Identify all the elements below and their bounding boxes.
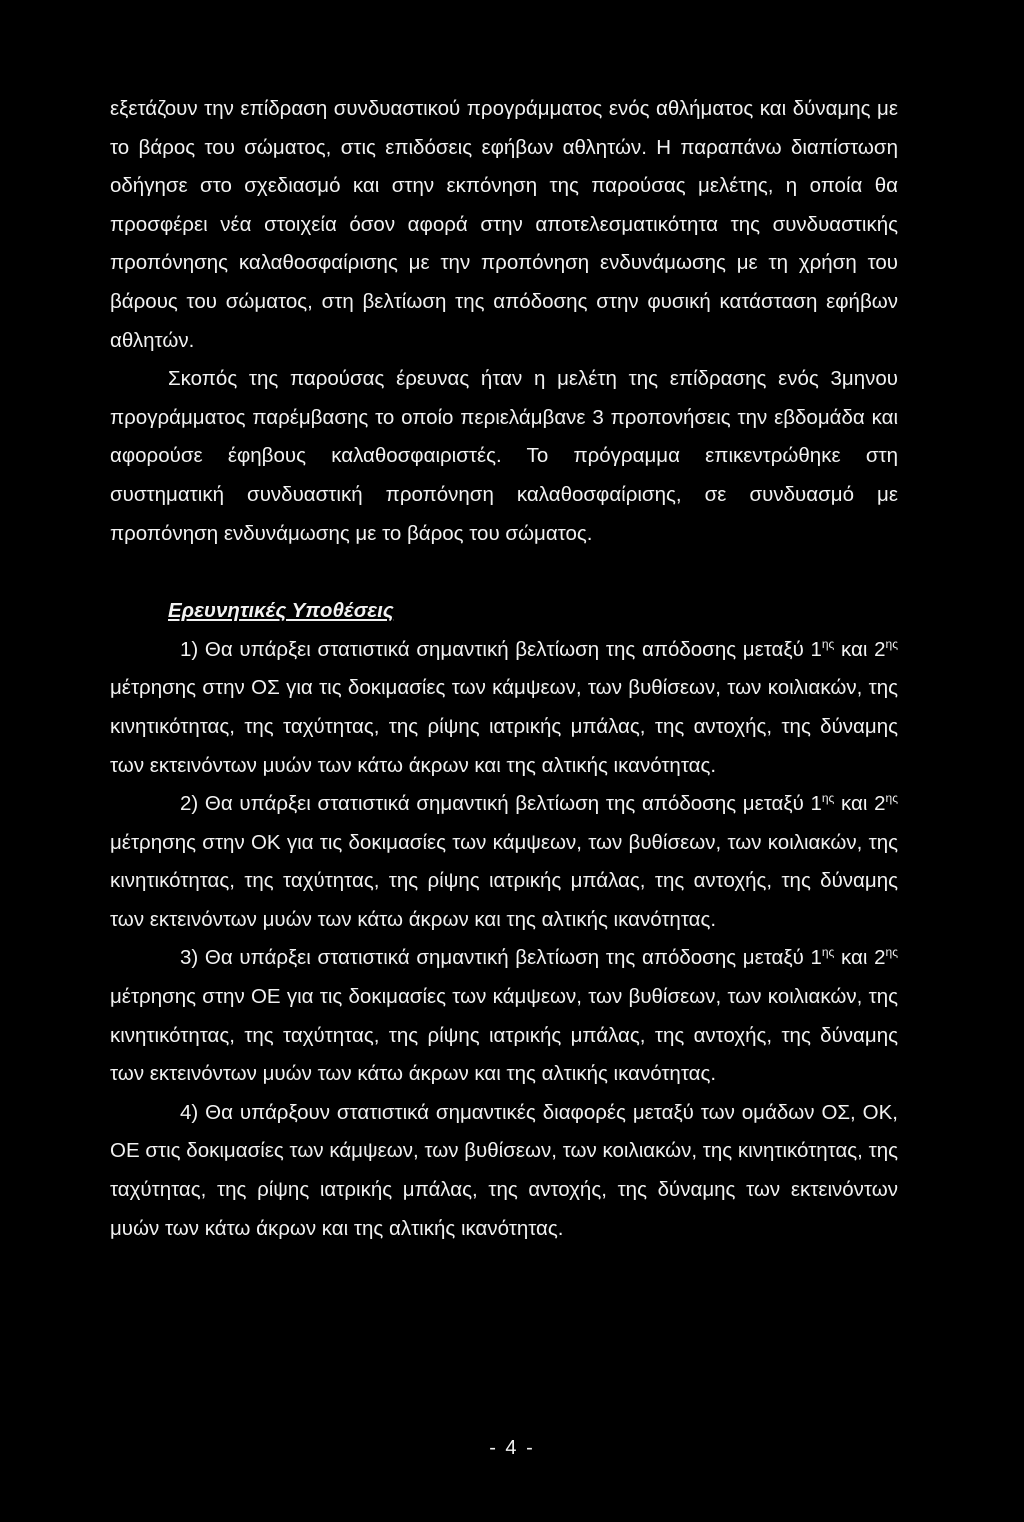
section-heading: Ερευνητικές Υποθέσεις: [168, 599, 394, 623]
hypothesis-3: [110, 939, 898, 1093]
hypothesis-3-end: μέτρησης στην ΟΕ για τις δοκιμασίες των κάμψεων, των βυθίσεων, των κοιλιακών, της κινητικότητας, της ταχύτητας, της ρίψης ιατρικής μπάλας, της αντοχής, της δύναμης των εκτεινόντων μυών των κάτω άκρων και της αλτικής ικανότητας.: [110, 985, 898, 1086]
hypothesis-3-start: 3) Θα υπάρξει στατιστικά σημαντική βελτίωση της απόδοσης μεταξύ 1: [180, 946, 822, 970]
hypothesis-2-middle: και 2: [834, 792, 886, 816]
hypothesis-2: [110, 785, 898, 939]
hypothesis-1-sup-1: ης: [821, 636, 835, 651]
paragraph-intro: εξετάζουν την επίδραση συνδυαστικού προγράμματος ενός αθλήματος και δύναμης με το βάρος του σώματος, στις επιδόσεις εφήβων αθλητών. Η παραπάνω διαπίστωση οδήγησε στο σχεδιασμό και στην εκπόνηση της παρούσας μελέτης, η οποία θα προσφέρει νέα στοιχεία όσον αφορά στην αποτελεσματικότητα της συνδυαστικής προπόνησης καλαθοσφαίρισης με την προπόνηση ενδυνάμωσης με τη χρήση του βάρους του σώματος, στη βελτίωση της απόδοσης στην φυσική κατάσταση εφήβων αθλητών.: [110, 97, 898, 352]
hypothesis-1-middle: και 2: [834, 637, 886, 661]
hypothesis-4: 4) Θα υπάρξουν στατιστικά σημαντικές διαφορές μεταξύ των ομάδων ΟΣ, ΟΚ, ΟΕ στις δοκιμασίες των κάμψεων, των βυθίσεων, των κοιλιακών, της κινητικότητας, της ταχύτητας, της ρίψης ιατρικής μπάλας, της αντοχής, της δύναμης των εκτεινόντων μυών των κάτω άκρων και της αλτικής ικανότητας.: [110, 1100, 898, 1240]
hypothesis-3-sup-2: ης: [885, 945, 898, 960]
hypothesis-1-sup-2: ης: [885, 636, 898, 651]
hypothesis-2-sup-1: ης: [821, 791, 835, 806]
hypothesis-1-end: μέτρησης στην ΟΣ για τις δοκιμασίες των κάμψεων, των βυθίσεων, των κοιλιακών, της κινητικότητας, της ταχύτητας, της ρίψης ιατρικής μπάλας, της αντοχής, της δύναμης των εκτεινόντων μυών των κάτω άκρων και της αλτικής ικανότητας.: [110, 676, 898, 777]
document-body: [110, 90, 898, 1248]
hypothesis-3-sup-1: ης: [821, 945, 835, 960]
hypothesis-1: [110, 631, 898, 785]
paragraph-aim: Σκοπός της παρούσας έρευνας ήταν η μελέτη της επίδρασης ενός 3μηνου προγράμματος παρέμβασης το οποίο περιελάμβανε 3 προπονήσεις την εβδομάδα και αφορούσε έφηβους καλαθοσφαιριστές. Το πρόγραμμα επικεντρώθηκε στη συστηματική συνδυαστική προπόνηση καλαθοσφαίρισης, σε συνδυασμό με προπόνηση ενδυνάμωσης με το βάρος του σώματος.: [110, 367, 898, 545]
hypothesis-2-end: μέτρησης στην ΟΚ για τις δοκιμασίες των κάμψεων, των βυθίσεων, των κοιλιακών, της κινητικότητας, της ταχύτητας, της ρίψης ιατρικής μπάλας, της αντοχής, της δύναμης των εκτεινόντων μυών των κάτω άκρων και της αλτικής ικανότητας.: [110, 830, 898, 931]
hypothesis-2-start: 2) Θα υπάρξει στατιστικά σημαντική βελτίωση της απόδοσης μεταξύ 1: [180, 792, 822, 816]
hypothesis-2-sup-2: ης: [885, 791, 898, 806]
hypothesis-3-middle: και 2: [834, 946, 886, 970]
hypothesis-1-start: 1) Θα υπάρξει στατιστικά σημαντική βελτίωση της απόδοσης μεταξύ 1: [180, 637, 822, 661]
page-number: - 4 -: [489, 1437, 535, 1459]
